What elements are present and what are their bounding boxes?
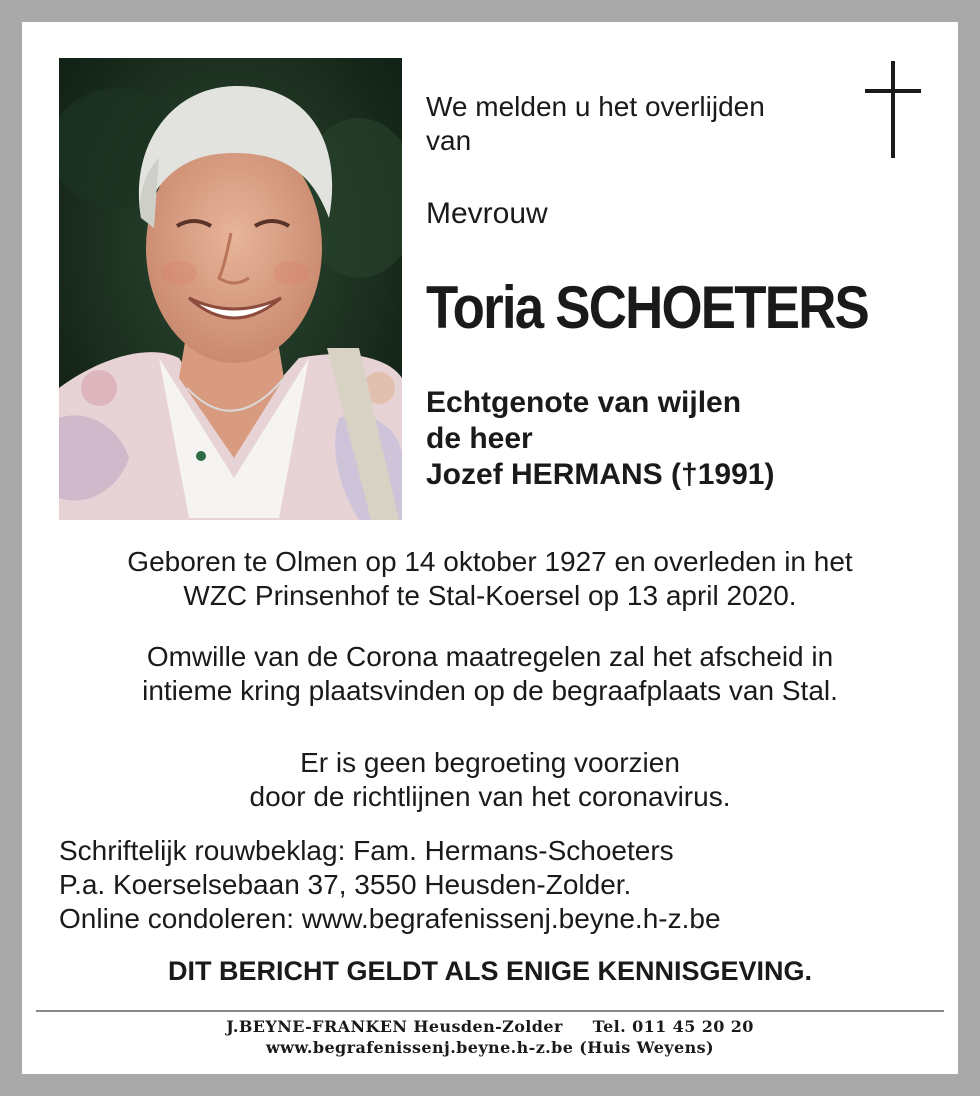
official-notice: DIT BERICHT GELDT ALS ENIGE KENNISGEVING. <box>167 956 813 986</box>
footer-divider <box>36 1010 944 1012</box>
portrait-illustration <box>59 58 402 520</box>
cross-icon <box>865 61 921 158</box>
contact-paragraph: Schriftelijk rouwbeklag: Fam. Hermans-Schoeters P.a. Koerselsebaan 37, 3550 Heusden-Zolder. Online condoleren: www.begrafenissenj.beyne.h-z.be <box>59 835 721 934</box>
greeting-paragraph: Er is geen begroeting voorzien door de richtlijnen van het coronavirus. <box>249 747 731 812</box>
deceased-name: Toria SCHOETERS <box>426 274 869 341</box>
birth-death-paragraph: Geboren te Olmen op 14 oktober 1927 en overleden in het WZC Prinsenhof te Stal-Koersel op 13 april 2020. <box>127 546 853 611</box>
farewell-paragraph: Omwille van de Corona maatregelen zal het afscheid in intieme kring plaatsvinden op de begraafplaats van Stal. <box>142 641 838 706</box>
funeral-home-footer: J.BEYNE-FRANKEN Heusden-Zolder Tel. 011 45 20 20 www.begrafenissenj.beyne.h-z.be (Huis Weyens) <box>226 1017 754 1057</box>
portrait-photo <box>59 58 402 520</box>
spouse-info: Echtgenote van wijlen de heer Jozef HERMANS (†1991) <box>426 386 775 491</box>
honorific: Mevrouw <box>426 197 548 230</box>
obituary-card <box>22 22 958 1074</box>
intro-text: We melden u het overlijden van <box>426 91 765 156</box>
